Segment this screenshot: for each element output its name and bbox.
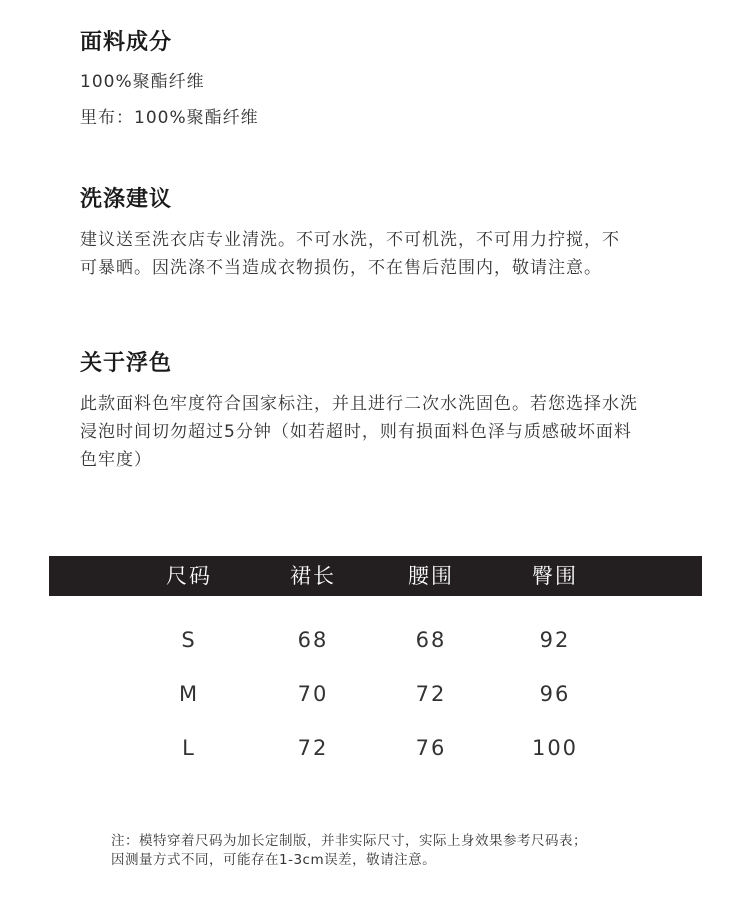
washing-line: 建议送至洗衣店专业清洗。不可水洗，不可机洗，不可用力拧搅，不 <box>80 230 620 250</box>
cell-size: M <box>178 682 200 706</box>
note-line: 注：模特穿着尺码为加长定制版，并非实际尺寸，实际上身效果参考尺码表； <box>111 833 587 849</box>
fading-line: 此款面料色牢度符合国家标注，并且进行二次水洗固色。若您选择水洗 <box>80 394 638 414</box>
washing-advice-section <box>80 185 690 278</box>
cell-skirt-length: 72 <box>297 736 329 760</box>
fading-heading: 关于浮色 <box>80 351 173 376</box>
note-line: 因测量方式不同，可能存在1-3cm误差，敬请注意。 <box>111 852 437 868</box>
size-table-header <box>49 556 702 596</box>
table-row <box>49 674 702 714</box>
washing-line: 可暴晒。因洗涤不当造成衣物损伤，不在售后范围内，敬请注意。 <box>80 258 602 278</box>
washing-paragraph <box>80 226 690 282</box>
fading-line: 浸泡时间切勿超过5分钟（如若超时，则有损面料色泽与质感破坏面料 <box>80 422 632 442</box>
fabric-heading: 面料成分 <box>80 30 173 55</box>
table-row <box>49 728 702 768</box>
cell-size: L <box>182 736 196 760</box>
header-hip: 臀围 <box>532 564 578 588</box>
washing-heading: 洗涤建议 <box>80 187 173 212</box>
table-row <box>49 620 702 660</box>
cell-hip: 100 <box>531 736 579 760</box>
cell-hip: 96 <box>539 682 571 706</box>
color-fading-section <box>80 349 690 470</box>
fading-line: 色牢度） <box>80 450 152 470</box>
size-table <box>49 556 702 760</box>
fabric-line-lining: 里布：100%聚酯纤维 <box>80 108 259 128</box>
fabric-line-main: 100%聚酯纤维 <box>80 72 205 92</box>
header-skirt-length: 裙长 <box>290 564 336 588</box>
header-waist: 腰围 <box>408 564 454 588</box>
fading-paragraph <box>80 390 690 474</box>
cell-waist: 72 <box>415 682 447 706</box>
cell-skirt-length: 68 <box>297 628 329 652</box>
size-note <box>111 832 671 870</box>
cell-size: S <box>181 628 197 652</box>
cell-hip: 92 <box>539 628 571 652</box>
fabric-composition-section <box>80 28 690 128</box>
cell-waist: 76 <box>415 736 447 760</box>
header-size: 尺码 <box>166 564 212 588</box>
cell-skirt-length: 70 <box>297 682 329 706</box>
cell-waist: 68 <box>415 628 447 652</box>
